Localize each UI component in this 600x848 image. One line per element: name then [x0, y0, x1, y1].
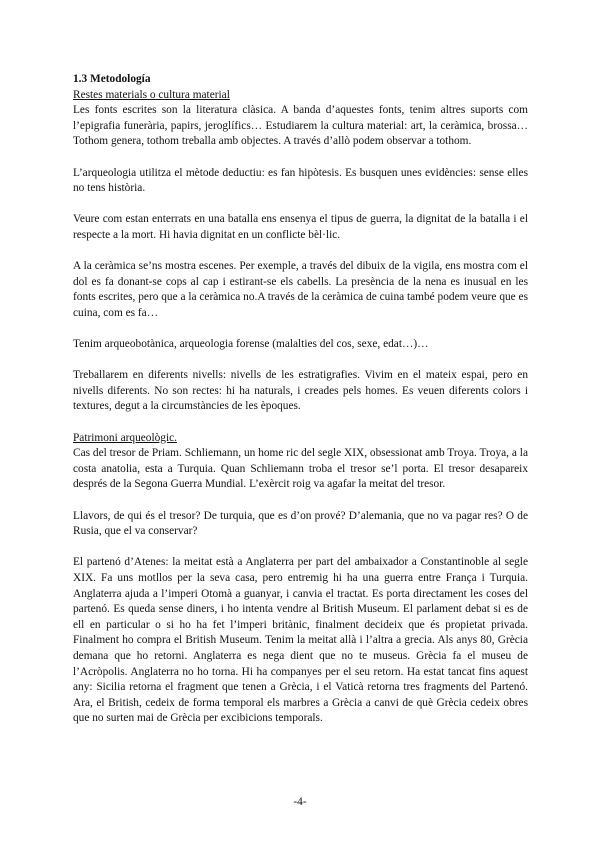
- paragraph: Veure com estan enterrats en una batalla ens ensenya el tipus de guerra, la dignitat de la batalla i el respecte a la mort. Hi havia dignitat en un conflicte bèl·lic.: [73, 213, 528, 241]
- paragraph: L’arqueologia utilitza el mètode deductiu: es fan hipòtesis. Es busquen unes evidències: sense elles no tens història.: [73, 166, 528, 195]
- section2-subheading: Patrimoni arqueològic.: [73, 431, 177, 444]
- paragraph: Treballarem en diferents nivells: nivells de les estratigrafies. Vivim en el mateix espai, pero en nivells diferents. No son rectes: hi ha naturals, i creades pels homes. Es veuen diferents colors i textures, degut a la circumstàncies de les èpoques.: [73, 369, 528, 413]
- paragraph: Llavors, de qui és el tresor? De turquia, que es d’on prové? D’alemania, que no va pagar res? O de Rusia, que el va conservar?: [73, 509, 528, 538]
- section-heading: 1.3 Metodología: [73, 73, 151, 85]
- paragraph: Cas del tresor de Priam. Schliemann, un home ric del segle XIX, obsessionat amb Troya. Troya, a la costa anatolia, esta a Turquia. Quan Schliemann troba el tresor se’l porta. El tresor desapareix després de la Segona Guerra Mundial. L’exèrcit roig va agafar la meitat del tresor.: [73, 447, 528, 491]
- section-subheading: Restes materials o cultura material: [73, 88, 230, 101]
- paragraph: Les fonts escrites son la literatura clàsica. A banda d’aquestes fonts, tenim altres suports com l’epigrafia funerària, papirs, jeroglífics… Estudiarem la cultura material: art, la ceràmica, brossa… Tothom genera, tothom treballa amb objectes. A través d’allò podem observar a tothom.: [73, 104, 528, 148]
- paragraph: A la ceràmica se’ns mostra escenes. Per exemple, a través del dibuix de la vigila, ens mostra com el dol es fa donant-se cops al cap i estirant-se els cabells. La presència de la nena es inusual en les fonts escrites, pero que a la ceràmica no.A través de la ceràmica de cuina també podem veure que es cuina, com es fa…: [73, 260, 528, 319]
- paragraph: El partenó d’Atenes: la meitat està a Anglaterra per part del ambaixador a Constantinoble al segle XIX. Fa uns motllos per la seva casa, pero entremig hi ha una guerra entre França i Turquia. Anglaterra ajuda a l’imperi Otomà a guanyar, i canvia el tractat. Es porta directament les coses del partenó. Es queda sense diners, i ho intenta vendre al British Museum. El parlament debat si es de ell en particular o si ho ha fet l’imperi britànic, finalment decideix que és propietat privada. Finalment ho compra el British Museum. Tenim la meitat allà i l’altra a grecia. Als anys 80, Grècia demana que ho retorni. Anglaterra es nega dient que no te museus. Grècia fa el museu de l’Acròpolis. Anglaterra no ho torna. Hi ha companyes per el seu retorn. Ha estat tancat fins aquest any: Sicilia retorna el fragment que tenen a Grècia, i el Vaticà retorna tres fragments del Partenó. Ara, el British, cedeix de forma temporal els marbres a Grècia a canvi de què Grècia cedeix obres que no surten mai de Grècia per excibicions temporals.: [73, 556, 528, 725]
- document-page: [73, 72, 528, 727]
- paragraph: Tenim arqueobotànica, arqueologia forense (malalties del cos, sexe, edat…)…: [73, 338, 429, 351]
- page-number: -4-: [293, 796, 307, 808]
